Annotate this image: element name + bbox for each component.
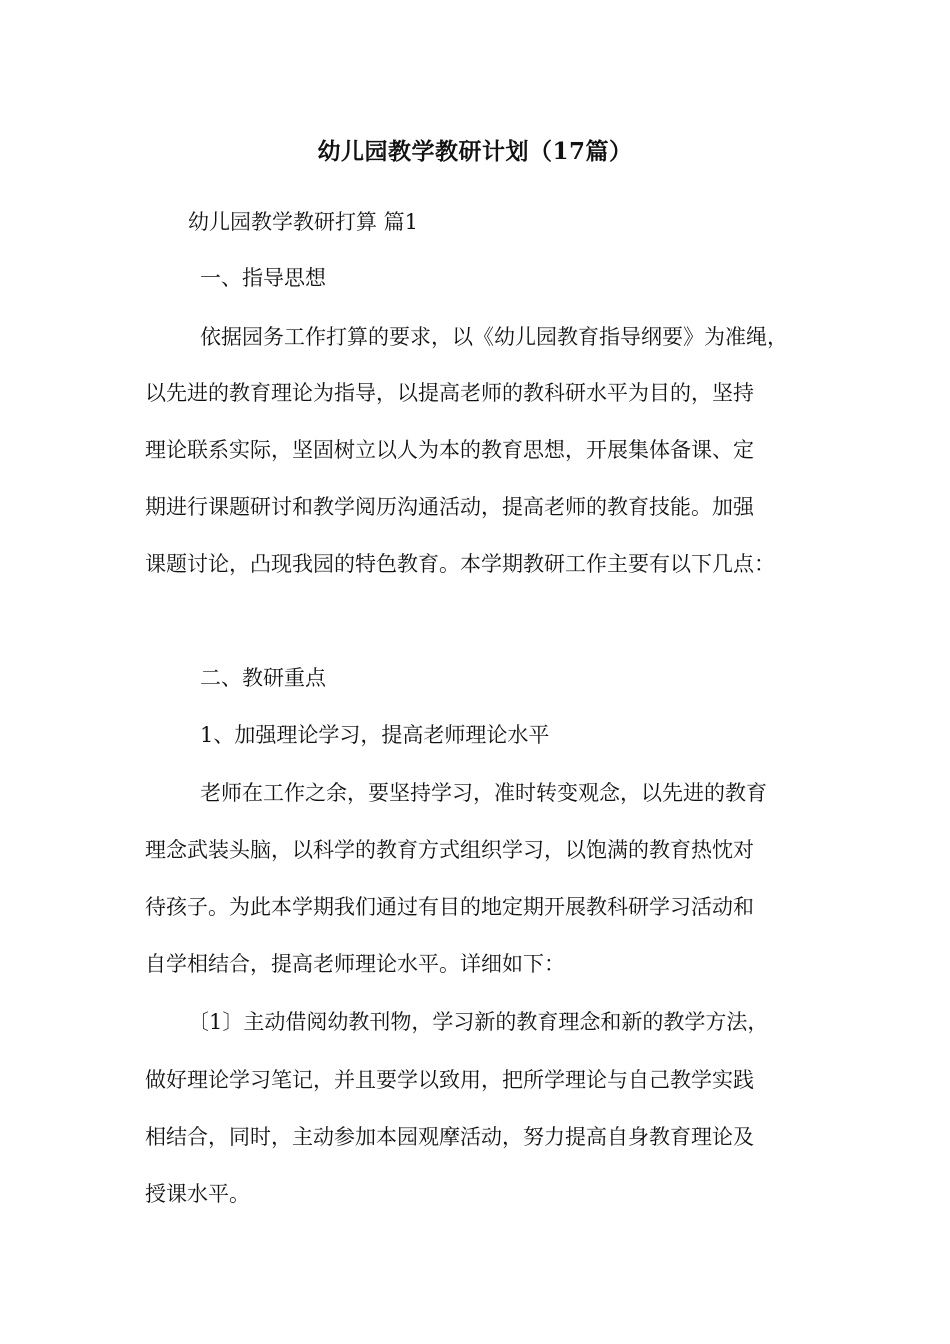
article-subtitle: 幼儿园教学教研打算 篇1 <box>188 210 419 234</box>
subitem-line: 授课水平。 <box>145 1182 250 1206</box>
list-item-heading: 1、加强理论学习，提高老师理论水平 <box>200 723 550 747</box>
paragraph-line: 理论联系实际，坚固树立以人为本的教育思想，开展集体备课、定 <box>145 438 754 462</box>
document-title: 幼儿园教学教研计划（17篇） <box>317 138 633 165</box>
paragraph-line: 老师在工作之余，要坚持学习，准时转变观念，以先进的教育 <box>200 781 767 805</box>
subitem-line: 〔1〕主动借阅幼教刊物，学习新的教育理念和新的教学方法， <box>188 1010 769 1034</box>
paragraph-line: 期进行课题研讨和教学阅历沟通活动，提高老师的教育技能。加强 <box>145 495 754 519</box>
subitem-line: 做好理论学习笔记，并且要学以致用，把所学理论与自己教学实践 <box>145 1068 754 1092</box>
paragraph-line: 依据园务工作打算的要求，以《幼儿园教育指导纲要》为准绳， <box>200 325 788 349</box>
paragraph-line: 课题讨论，凸现我园的特色教育。本学期教研工作主要有以下几点： <box>145 552 775 576</box>
paragraph-line: 自学相结合，提高老师理论水平。详细如下： <box>145 952 565 976</box>
section-heading-guiding-thought: 一、指导思想 <box>200 266 326 290</box>
paragraph-line: 待孩子。为此本学期我们通过有目的地定期开展教科研学习活动和 <box>145 895 754 919</box>
paragraph-line: 以先进的教育理论为指导，以提高老师的教科研水平为目的，坚持 <box>145 381 754 405</box>
subitem-line: 相结合，同时，主动参加本园观摩活动，努力提高自身教育理论及 <box>145 1125 754 1149</box>
paragraph-line: 理念武装头脑，以科学的教育方式组织学习，以饱满的教育热忱对 <box>145 838 754 862</box>
section-heading-research-focus: 二、教研重点 <box>200 666 326 690</box>
